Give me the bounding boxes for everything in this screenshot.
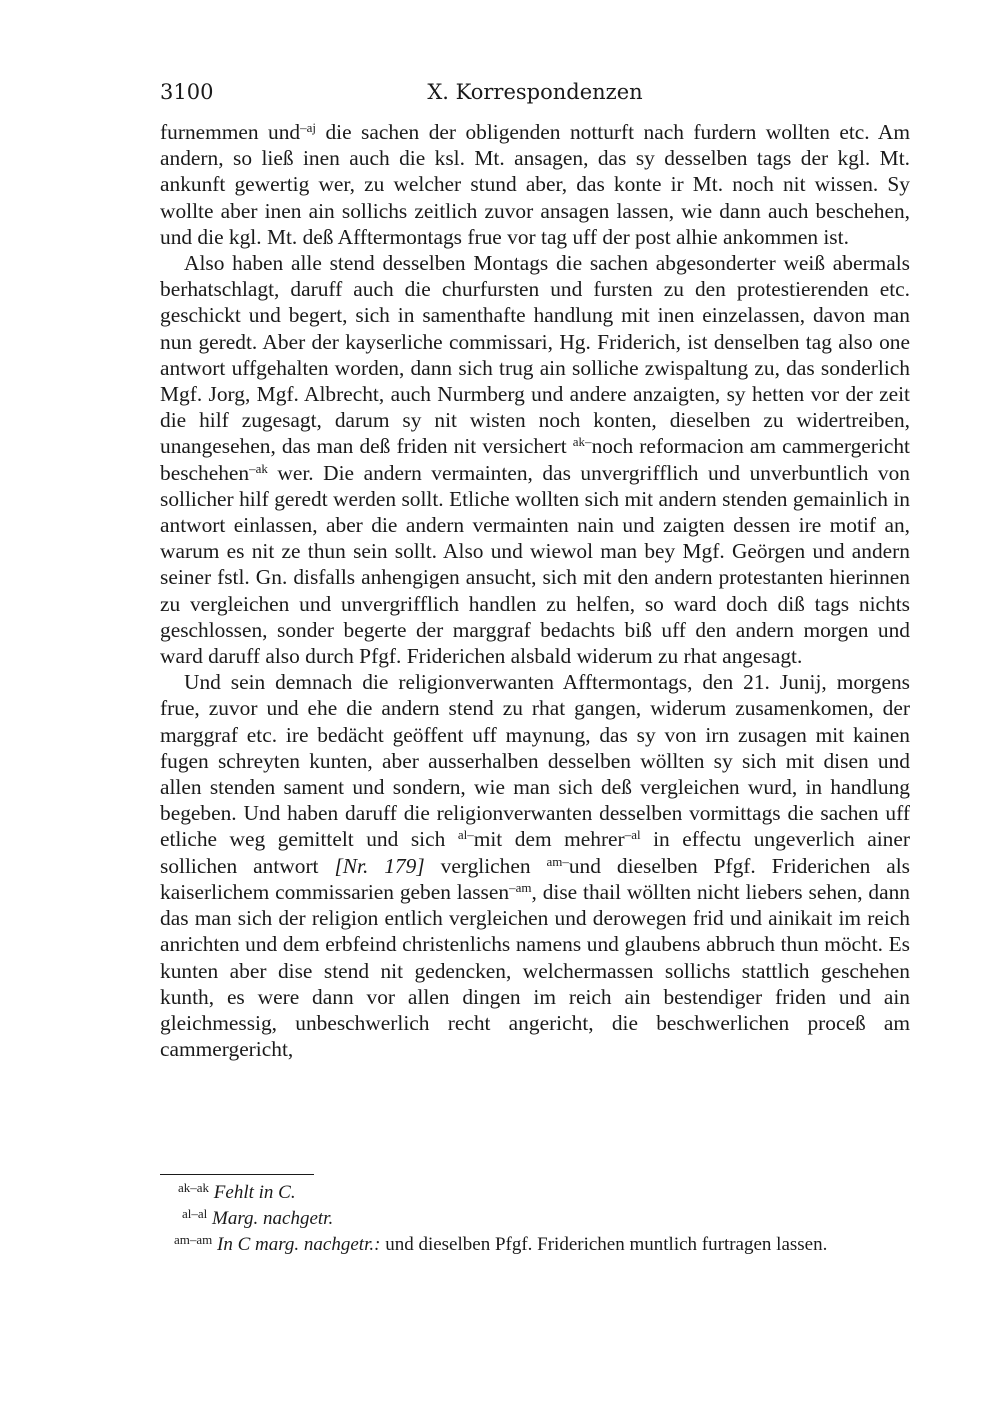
running-title: X. Korrespondenzen xyxy=(427,80,643,104)
paragraph-3: Und sein demnach die religionverwanten Afftermontags, den 21. Junij, morgens frue, zuvor und ehe die andern stend zu rhat gangen, widerum zusamenkomen, der marggraf etc. ire bedächt geöffent uff maynung, das sy von irn zusagen mit kainen fugen schreyten kunten, aber ausserhalben desselben wöllten sy sich mit disen und allen stenden sament und sondern, wie man sich deß vergleichen wurd, in handlung begeben. Und haben daruff die religionverwanten desselben vormittags die sachen uff etliche weg gemittelt und sich $^{al-}$mit dem mehrer$^{-al}$ in effectu ungeverlich ainer sollichen antwort [Nr. 179] verglichen $^{am-}$und dieselben Pfgf. Friderichen als kaiserlichem commissarien geben lassen$^{-am}$, dise thail wöllten nicht liebers sehen, dann das man sich der religion entlich vergleichen und derowegen frid und ainikait im reich anrichten und dem erbfeind christenlichs namens und glaubens abbruch thun möcht. Es kunten aber dise stend nit gedencken, welchermassen sollichs stattlich geschehen kunth, es were dann vor allen dingen im reich ain bestendiger friden und ain gleichmessig, unbeschwerlich recht angericht, die beschwerlichen proceß am cammergericht, xyxy=(160,670,911,1062)
footnote-al: $^{al-al}$ Marg. nachgetr. xyxy=(182,1206,334,1229)
footnote-marker: ak– xyxy=(572,434,592,450)
document-reference: [Nr. 179] xyxy=(334,853,425,878)
paragraph-2: Also haben alle stend desselben Montags die sachen abgesonderter weiß abermals berhatschlagt, daruff auch die churfursten und fursten zu den protestierenden etc. geschickt und begert, sich in samenthafte handlung mit inen einzelassen, davon man nun geredt. Aber der kayserliche commissari, Hg. Friderich, ist denselben tag also one antwort uffgehalten worden, dann sich trug ain solliche zwispaltung zu, das sonderlich Mgf. Jorg, Mgf. Albrecht, auch Nurmberg und andere anzaigten, sy hetten vor der zeit die hilf zugesagt, darum sy nit wisten noch konten, dieselben zu widertreiben, unangesehen, das man deß friden nit versichert $^{ak-}$noch reformacion am cammergericht beschehen$^{-ak}$ wer. Die andern vermainten, das unvergrifflich und unverbuntlich von sollicher hilf geredt werden sollt. Etliche wollten sich mit andern stenden gemainlich in antwort einlassen, aber die andern vermainten nain und zaigten dessen ire motif an, warum es nit ze thun sein sollt. Also und wiewol man bey Mgf. Geörgen und andern seiner fstl. Gn. disfalls anhengigen ansucht, sich mit den andern protestanten hierinnen zu vergleichen und unvergrifflich handlen zu helfen, so ward doch diß tags nichts geschlossen, sonder begerte der marggraf bedachts biß uff den andern morgen und ward daruff also durch Pfgf. Friderichen alsbald widerum zu rhat angesagt. xyxy=(160,251,910,669)
footnotes xyxy=(160,1180,920,1258)
page-header xyxy=(160,80,910,108)
footnote-am: $^{am-am}$ In C marg. nachgetr.: und dieselben Pfgf. Friderichen muntlich furtragen lassen. xyxy=(174,1232,828,1255)
footnote-mark: ak–ak xyxy=(178,1180,210,1195)
footnote-marker: –al xyxy=(624,827,641,843)
footnote-mark: am–am xyxy=(174,1232,213,1247)
footnote-marker: –aj xyxy=(300,120,317,135)
footnote-marker: –am xyxy=(509,879,532,895)
page-number: 3100 xyxy=(160,80,214,104)
main-text xyxy=(160,119,910,1062)
footnote-marker: am– xyxy=(546,853,569,869)
footnote-mark: al–al xyxy=(182,1206,208,1221)
footnote-separator xyxy=(160,1174,314,1175)
footnote-ak: $^{ak-ak}$ Fehlt in C. xyxy=(178,1180,296,1203)
footnote-marker: –ak xyxy=(249,460,268,476)
footnote-marker: al– xyxy=(457,827,474,843)
paragraph-1: furnemmen und$^{-aj}$ die sachen der obligenden notturft nach furdern wollten etc. Am andern, so ließ inen auch die ksl. Mt. ansagen, das sy desselben tags der kgl. Mt. ankunft gewertig wer, zu welcher stund aber, das konte ir Mt. noch nit wissen. Sy wollte aber inen ain sollichs zeitlich zuvor ansagen lassen, wie dann auch beschehen, und die kgl. Mt. deß Afftermontags frue vor tag uff der post alhie ankommen ist. xyxy=(160,120,910,249)
